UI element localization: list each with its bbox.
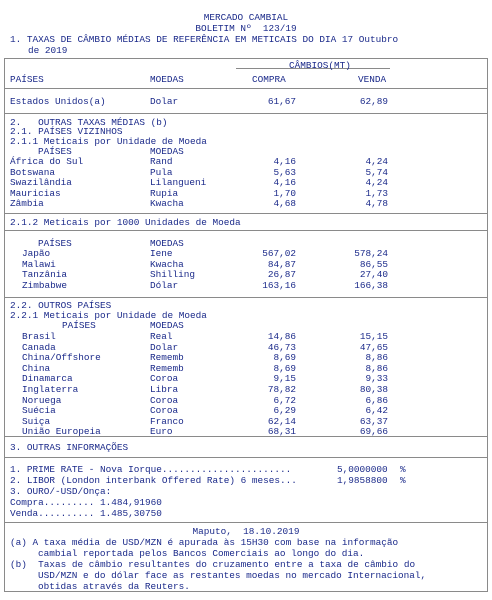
rows1-paises-header: PAÍSES	[38, 146, 72, 157]
note-a-line2: cambial reportada pelos Bancos Comerciais ao longo do dia.	[38, 548, 365, 559]
rate-row-venda: 4,24	[365, 156, 388, 167]
rate-row-compra: 5,63	[273, 166, 296, 178]
rate-row-compra: 6,72	[273, 394, 296, 406]
rate-row-venda: 69,66	[359, 426, 388, 438]
rate-row-venda: 86,55	[359, 258, 388, 270]
section22-title: 2.2. OUTROS PAÍSES	[10, 300, 112, 311]
rate-row-venda: 63,37	[359, 415, 388, 427]
exchange-rate-bulletin	[4, 4, 488, 596]
usd-venda: 62,89	[359, 96, 388, 107]
rate-row-compra: 8,69	[273, 362, 296, 374]
usd-currency: Dolar	[150, 96, 179, 107]
rate-row-currency: Coroa	[150, 405, 179, 417]
rate-row-compra: 6,29	[273, 405, 296, 417]
rate-row-compra: 4,16	[273, 156, 296, 167]
rate-row-compra: 84,87	[267, 258, 296, 270]
rate-row-country: Japão	[22, 248, 51, 259]
rate-row-currency: Coroa	[150, 373, 179, 385]
rate-row-currency: Rand	[150, 156, 173, 167]
rate-row-compra: 4,68	[273, 198, 296, 210]
libor-label: 2. LIBOR (London interbank Offered Rate) 6 meses...	[10, 475, 297, 486]
rate-row-venda: 27,40	[359, 269, 388, 281]
rate-row-venda: 5,74	[365, 166, 388, 178]
moedas-header: MOEDAS	[150, 74, 184, 85]
rows3-paises-header: PAÍSES	[62, 320, 96, 331]
rate-row-currency: Rupia	[150, 187, 179, 199]
section1-title-line2: de 2019	[28, 45, 68, 56]
rate-row-currency: Euro	[150, 426, 173, 438]
rate-row-compra: 163,16	[262, 279, 296, 291]
rate-row-compra: 8,69	[273, 352, 296, 364]
prime-rate-label: 1. PRIME RATE - Nova Iorque.......................	[10, 464, 292, 475]
gold-venda-value: 1.485,30750	[100, 508, 162, 519]
rate-row-venda: 80,38	[359, 384, 388, 395]
rate-row-venda: 4,24	[365, 177, 388, 189]
bulletin-number: BOLETIM Nº 123/19	[195, 23, 297, 34]
rate-row-venda: 1,73	[365, 187, 388, 199]
rate-row-country: Inglaterra	[22, 384, 79, 395]
compra-header: COMPRA	[252, 74, 286, 85]
rate-row-compra: 78,82	[267, 384, 296, 395]
gold-label: 3. OURO/-USD/Onça:	[10, 486, 112, 497]
rate-row-compra: 68,31	[267, 426, 296, 438]
rate-row-currency: Dolar	[150, 341, 179, 353]
rate-row-currency: Kwacha	[150, 258, 184, 270]
rate-row-currency: Pula	[150, 166, 173, 178]
venda-header: VENDA	[358, 74, 387, 85]
rate-row-country: China/Offshore	[22, 352, 101, 364]
prime-rate-percent: %	[400, 464, 406, 475]
rate-row-country: Dinamarca	[22, 373, 73, 385]
rate-row-compra: 1,70	[273, 187, 296, 199]
rate-row-venda: 6,86	[365, 394, 388, 406]
rate-row-compra: 9,15	[273, 373, 296, 385]
rate-row-venda: 166,38	[354, 279, 388, 291]
rate-row-currency: Kwacha	[150, 198, 184, 210]
note-b-line3: obtidas através da Reuters.	[38, 581, 190, 592]
rate-row-currency: Franco	[150, 415, 184, 427]
rate-row-currency: Lilangueni	[150, 177, 207, 189]
rate-row-country: Botswana	[10, 166, 56, 178]
cambios-header: CÂMBIOS(MT)	[289, 60, 351, 71]
rate-row-country: União Europeia	[22, 426, 101, 438]
section21-title: 2.1. PAÍSES VIZINHOS	[10, 126, 123, 137]
paises-header: PAÍSES	[10, 74, 44, 85]
note-b-line2: USD/MZN e do dólar face as restantes moedas no mercado Internacional,	[38, 570, 427, 581]
usd-compra: 61,67	[267, 96, 296, 107]
rate-row-country: Brasil	[22, 331, 56, 342]
rate-row-venda: 15,15	[359, 331, 388, 342]
note-b-line1: (b) Taxas de câmbio resultantes do cruzamento entre a taxa de câmbio do	[10, 559, 416, 570]
rate-row-country: Malawi	[22, 258, 56, 270]
rate-row-venda: 47,65	[359, 341, 388, 353]
rows3-moedas-header: MOEDAS	[150, 320, 184, 331]
section212-title: 2.1.2 Meticais por 1000 Unidades de Moeda	[10, 217, 241, 228]
rate-row-venda: 8,86	[365, 352, 388, 364]
market-title: MERCADO CAMBIAL	[203, 12, 289, 23]
rate-row-country: Zâmbia	[10, 198, 44, 210]
rate-row-compra: 62,14	[267, 415, 296, 427]
rate-row-country: África do Sul	[10, 156, 84, 167]
rate-row-country: China	[22, 362, 51, 374]
footer-date: Maputo, 18.10.2019	[192, 526, 300, 537]
section1-title-line1: 1. TAXAS DE CÂMBIO MÉDIAS DE REFERÊNCIA EM METICAIS DO DIA 17 Outubro	[10, 34, 399, 45]
rate-row-country: Mauricias	[10, 187, 61, 199]
gold-compra-value: 1.484,91960	[100, 497, 162, 508]
column-header-box	[4, 58, 488, 89]
rate-row-country: Canada	[22, 341, 56, 353]
rate-row-venda: 4,78	[365, 198, 388, 210]
rows1-moedas-header: MOEDAS	[150, 146, 184, 157]
section211-title: 2.1.1 Meticais por Unidade de Moeda	[10, 136, 207, 147]
usd-country: Estados Unidos(a)	[10, 96, 106, 107]
rate-row-venda: 6,42	[365, 405, 388, 417]
rate-row-currency: Coroa	[150, 394, 179, 406]
rate-row-venda: 9,33	[365, 373, 388, 385]
libor-percent: %	[400, 475, 406, 486]
libor-value: 1,9858800	[337, 475, 388, 486]
rows2-paises-header: PAÍSES	[38, 238, 72, 249]
rate-row-compra: 14,86	[267, 331, 296, 342]
rate-row-venda: 8,86	[365, 362, 388, 374]
rate-row-compra: 46,73	[267, 341, 296, 353]
rate-row-venda: 578,24	[354, 248, 388, 259]
rate-row-currency: Rememb	[150, 352, 184, 364]
section2-title: 2. OUTRAS TAXAS MÉDIAS (b)	[10, 117, 168, 128]
gold-venda-label: Venda..........	[10, 508, 95, 519]
rate-row-compra: 4,16	[273, 177, 296, 189]
rate-row-currency: Shilling	[150, 269, 196, 281]
rate-row-country: Suiça	[22, 415, 51, 427]
rate-row-country: Swazilândia	[10, 177, 72, 189]
rate-row-currency: Real	[150, 331, 173, 342]
rate-row-country: Tanzânia	[22, 269, 68, 281]
rate-row-currency: Libra	[150, 384, 179, 395]
gold-compra-label: Compra.........	[10, 497, 95, 508]
rate-row-country: Suécia	[22, 405, 56, 417]
rate-row-currency: Iene	[150, 248, 173, 259]
rate-row-currency: Rememb	[150, 362, 184, 374]
rows2-moedas-header: MOEDAS	[150, 238, 184, 249]
prime-rate-value: 5,0000000	[337, 464, 388, 475]
rate-row-compra: 567,02	[262, 248, 296, 259]
section3-title: 3. OUTRAS INFORMAÇÕES	[10, 442, 129, 453]
section221-title: 2.2.1 Meticais por Unidade de Moeda	[10, 310, 207, 321]
rate-row-country: Zimbabwe	[22, 279, 68, 291]
rate-row-compra: 26,87	[267, 269, 296, 281]
rate-row-country: Noruega	[22, 394, 62, 406]
note-a-line1: (a) A taxa média de USD/MZN é apurada às 15H30 com base na informação	[10, 537, 399, 548]
rate-row-currency: Dólar	[150, 279, 179, 291]
